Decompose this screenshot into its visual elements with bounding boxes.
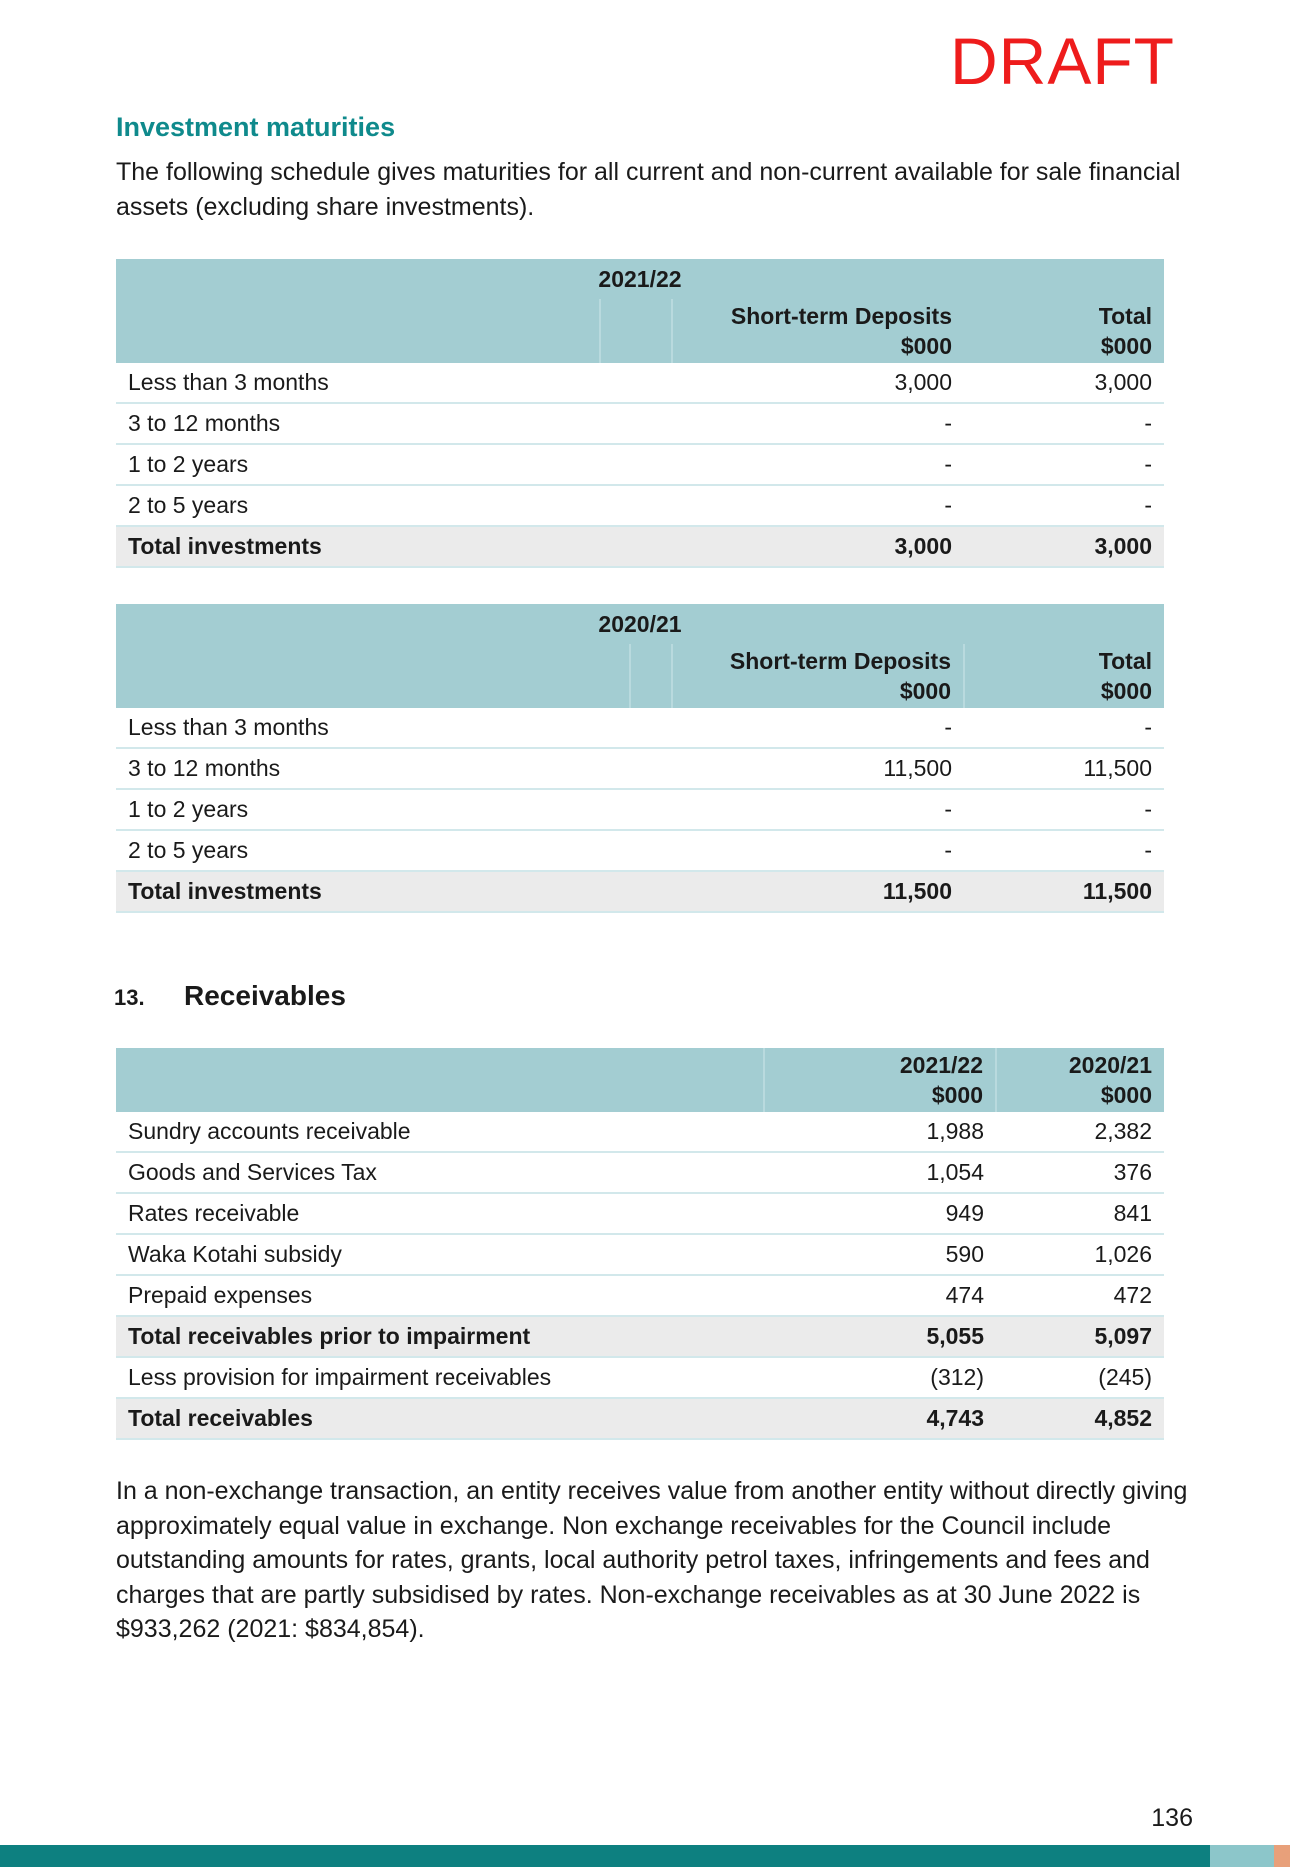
total-row (116, 1398, 1164, 1439)
empty-header-cell (630, 644, 672, 708)
intro-text: The following schedule gives maturities for all current and non-current available for sale financial assets (excluding share investments). (116, 158, 1181, 221)
total-label: Total investments (116, 526, 672, 567)
row-label: 2 to 5 years (116, 485, 672, 526)
table-year-header: 2020/21 (116, 604, 1164, 644)
column-header-total: Total $000 (964, 644, 1164, 708)
section-heading: Investment maturities (116, 112, 396, 142)
column-header-2020-21: 2020/21 $000 (996, 1048, 1164, 1112)
receivables-table (116, 1048, 1164, 1440)
row-label: Less provision for impairment receivables (116, 1357, 764, 1398)
row-label: Less than 3 months (116, 708, 672, 748)
table-row (116, 363, 1164, 403)
table-row (116, 748, 1164, 789)
page-number: 136 (1151, 1804, 1193, 1832)
row-label: 1 to 2 years (116, 444, 672, 485)
footer-bar (0, 1845, 1210, 1867)
row-label: Sundry accounts receivable (116, 1112, 764, 1152)
note-heading (114, 980, 346, 1012)
total-value: - (964, 403, 1164, 444)
footer-accent (1274, 1845, 1290, 1867)
deposits-total: 3,000 (672, 526, 964, 567)
table-row (116, 708, 1164, 748)
row-label: Less than 3 months (116, 363, 672, 403)
deposits-value: 3,000 (672, 363, 964, 403)
deposits-value: - (672, 403, 964, 444)
grand-total: 3,000 (964, 526, 1164, 567)
value-2020-21: 5,097 (996, 1316, 1164, 1357)
total-row (116, 526, 1164, 567)
total-value: 11,500 (964, 748, 1164, 789)
row-label: Prepaid expenses (116, 1275, 764, 1316)
row-label: 3 to 12 months (116, 748, 672, 789)
row-label: Total receivables (116, 1398, 764, 1439)
table-row (116, 485, 1164, 526)
table-row (116, 403, 1164, 444)
column-header-deposits: Short-term Deposits $000 (672, 644, 964, 708)
empty-header-cell (116, 299, 600, 363)
total-value: - (964, 708, 1164, 748)
table-row (116, 1112, 1164, 1152)
table-row (116, 444, 1164, 485)
deposits-value: - (672, 444, 964, 485)
value-2021-22: 1,054 (764, 1152, 996, 1193)
empty-header-cell (116, 644, 630, 708)
value-2021-22: 474 (764, 1275, 996, 1316)
table-row (116, 1357, 1164, 1398)
non-exchange-paragraph: In a non-exchange transaction, an entity receives value from another entity without directly giving approximately equal value in exchange. Non exchange receivables for the Council include outstanding amounts for rates, grants, local authority petrol taxes, infringements and fees and charges that are partly subsidised by rates. Non-exchange receivables as at 30 June 2022 is $933,262 (2021: $834,854). (116, 1477, 1188, 1643)
row-label: Waka Kotahi subsidy (116, 1234, 764, 1275)
total-value: - (964, 444, 1164, 485)
deposits-value: - (672, 789, 964, 830)
table-row (116, 830, 1164, 871)
row-label: Goods and Services Tax (116, 1152, 764, 1193)
value-2021-22: (312) (764, 1357, 996, 1398)
column-header-2021-22: 2021/22 $000 (764, 1048, 996, 1112)
total-label: Total investments (116, 871, 672, 912)
deposits-value: - (672, 708, 964, 748)
value-2021-22: 4,743 (764, 1398, 996, 1439)
value-2021-22: 949 (764, 1193, 996, 1234)
value-2021-22: 5,055 (764, 1316, 996, 1357)
maturities-table-2021-22 (116, 259, 1164, 568)
row-label: 1 to 2 years (116, 789, 672, 830)
table-row (116, 1234, 1164, 1275)
value-2021-22: 1,988 (764, 1112, 996, 1152)
footer-accent (1210, 1845, 1274, 1867)
value-2020-21: (245) (996, 1357, 1164, 1398)
value-2020-21: 4,852 (996, 1398, 1164, 1439)
value-2020-21: 472 (996, 1275, 1164, 1316)
row-label: Total receivables prior to impairment (116, 1316, 764, 1357)
total-value: - (964, 789, 1164, 830)
total-value: - (964, 830, 1164, 871)
grand-total: 11,500 (964, 871, 1164, 912)
value-2020-21: 841 (996, 1193, 1164, 1234)
value-2020-21: 376 (996, 1152, 1164, 1193)
total-value: - (964, 485, 1164, 526)
table-row (116, 1193, 1164, 1234)
deposits-value: - (672, 485, 964, 526)
subtotal-row (116, 1316, 1164, 1357)
table-year-header: 2021/22 (116, 259, 1164, 299)
note-number: 13. (114, 985, 145, 1010)
total-value: 3,000 (964, 363, 1164, 403)
empty-header-cell (600, 299, 672, 363)
row-label: Rates receivable (116, 1193, 764, 1234)
table-row (116, 1275, 1164, 1316)
maturities-table-2020-21 (116, 604, 1164, 913)
table-row (116, 1152, 1164, 1193)
value-2020-21: 1,026 (996, 1234, 1164, 1275)
deposits-total: 11,500 (672, 871, 964, 912)
table-row (116, 789, 1164, 830)
value-2020-21: 2,382 (996, 1112, 1164, 1152)
empty-header-cell (116, 1048, 764, 1112)
row-label: 3 to 12 months (116, 403, 672, 444)
column-header-deposits: Short-term Deposits $000 (672, 299, 964, 363)
deposits-value: - (672, 830, 964, 871)
draft-watermark: DRAFT (950, 24, 1175, 98)
column-header-total: Total $000 (964, 299, 1164, 363)
note-title: Receivables (184, 980, 346, 1011)
deposits-value: 11,500 (672, 748, 964, 789)
total-row (116, 871, 1164, 912)
row-label: 2 to 5 years (116, 830, 672, 871)
value-2021-22: 590 (764, 1234, 996, 1275)
